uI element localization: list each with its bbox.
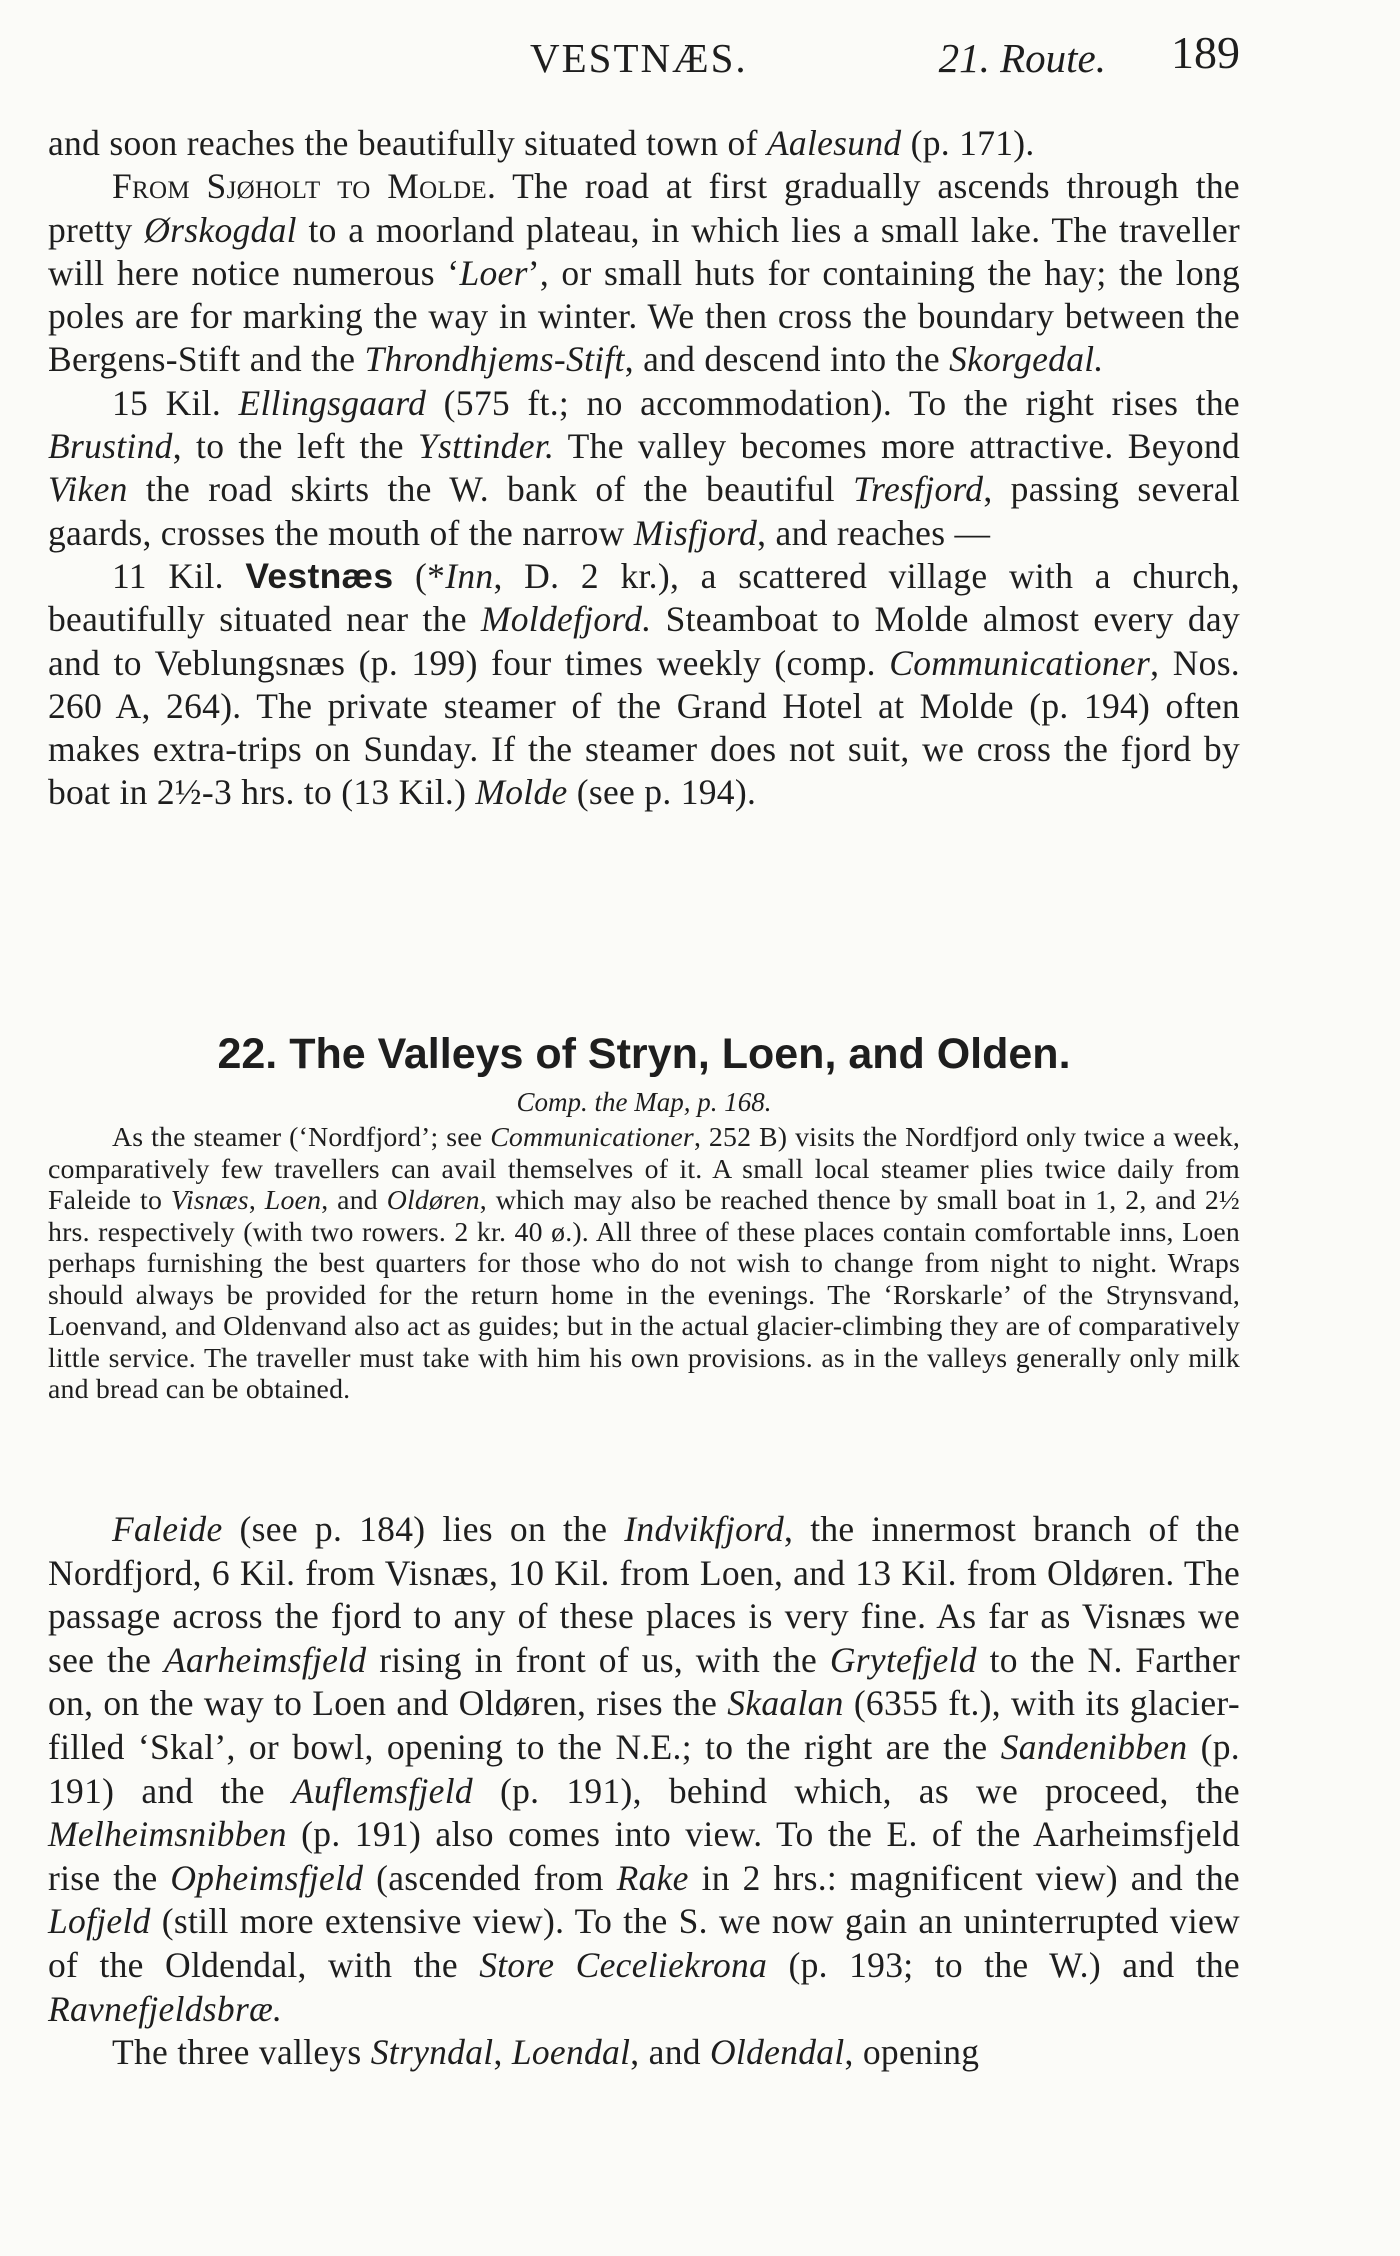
paragraph-vestnaes: 11 Kil. Vestnæs (*Inn, D. 2 kr.), a scattered village with a church, beautifully situated near the Moldefjord. Steamboat to Molde almost every day and to Veblungsnæs (p. 199) four times weekly (comp. Communicationer, Nos. 260 A, 264). The private steamer of the Grand Hotel at Molde (p. 194) often makes extra-trips on Sunday. If the steamer does not suit, we cross the fjord by boat in 2½-3 hrs. to (13 Kil.) Molde (see p. 194). <box>48 555 1240 813</box>
header-title: VESTNÆS. <box>530 35 748 81</box>
paragraph-steamer-note: As the steamer (‘Nordfjord’; see Communicationer, 252 B) visits the Nordfjord only twice a week, comparatively few travellers can avail themselves of it. A small local steamer plies twice daily from Faleide to Visnæs, Loen, and Oldøren, which may also be reached thence by small boat in 1, 2, and 2½ hrs. respectively (with two rowers. 2 kr. 40 ø.). All three of these places contain comfortable inns, Loen perhaps furnishing the best quarters for those who do not wish to change from night to night. Wraps should always be provided for the return home in the evenings. The ‘Rorskarle’ of the Strynsvand, Loenvand, and Oldenvand also act as guides; but in the actual glacier-climbing they are of comparatively little service. The traveller must take with him his own provisions. as in the valleys generally only milk and bread can be obtained. <box>48 1122 1241 1405</box>
section-lead: From Sjøholt to Molde. <box>112 166 497 207</box>
main-text-lower <box>48 1508 1240 2075</box>
paragraph-aalesund: and soon reaches the beautifully situated town of Aalesund (p. 171). <box>48 123 1035 163</box>
paragraph-three-valleys: The three valleys Stryndal, Loendal, and Oldendal, opening <box>112 2032 980 2073</box>
small-print-note <box>48 1122 1240 1406</box>
page-number: 189 <box>1171 27 1240 78</box>
paragraph-sjoholt-molde: From Sjøholt to Molde. The road at first gradually ascends through the pretty Ørskogdal to a moorland plateau, in which lies a small lake. The traveller will here notice numerous ‘Loer’, or small huts for containing the hay; the long poles are for marking the way in winter. We then cross the boundary between the Bergens-Stift and the Throndhjems-Stift, and descend into the Skorgedal. <box>48 166 1240 380</box>
running-header <box>48 26 1240 86</box>
main-text-upper <box>48 122 1240 815</box>
section-title: 22. The Valleys of Stryn, Loen, and Olden. <box>217 1030 1071 1078</box>
section-subtitle: Comp. the Map, p. 168. <box>516 1087 772 1117</box>
header-route: 21. Route. <box>938 35 1106 81</box>
paragraph-ellingsgaard: 15 Kil. Ellingsgaard (575 ft.; no accommodation). To the right rises the Brustind, to the left the Ysttinder. The valley becomes more attractive. Beyond Viken the road skirts the W. bank of the beautiful Tresfjord, passing several gaards, crosses the mouth of the narrow Misfjord, and reaches — <box>48 382 1240 553</box>
paragraph-faleide: Faleide (see p. 184) lies on the Indvikfjord, the innermost branch of the Nordfjord, 6 Kil. from Visnæs, 10 Kil. from Loen, and 13 Kil. from Oldøren. The passage across the fjord to any of these places is very fine. As far as Visnæs we see the Aarheimsfjeld rising in front of us, with the Grytefjeld to the N. Farther on, on the way to Loen and Oldøren, rises the Skaalan (6355 ft.), with its glacier-filled ‘Skal’, or bowl, opening to the N.E.; to the right are the Sandenibben (p. 191) and the Auflemsfjeld (p. 191), behind which, as we proceed, the Melheimsnibben (p. 191) also comes into view. To the E. of the Aarheimsfjeld rise the Opheimsfjeld (ascended from Rake in 2 hrs.: magnificent view) and the Lofjeld (still more extensive view). To the S. we now gain an uninterrupted view of the Oldendal, with the Store Ceceliekrona (p. 193; to the W.) and the Ravnefjeldsbræ. <box>48 1509 1240 2029</box>
